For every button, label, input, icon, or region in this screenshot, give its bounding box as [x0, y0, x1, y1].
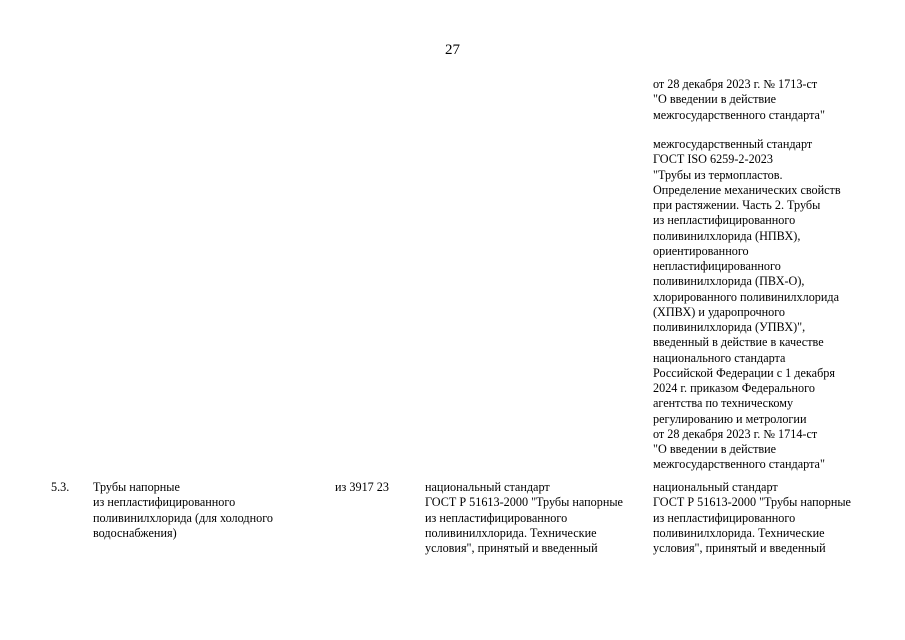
page-number: 27 [445, 42, 460, 58]
current-standard-cell: национальный стандарт ГОСТ Р 51613-2000 "Трубы напорные из непластифицированного поливинилхлорида. Технические условия", принятый и введенный [425, 480, 623, 555]
row-number: 5.3. [51, 480, 70, 494]
continuation-top-text: от 28 декабря 2023 г. № 1713-ст "О введении в действие межгосударственного стандарта" [653, 77, 825, 122]
continuation-standard-text: межгосударственный стандарт ГОСТ ISO 6259-2-2023 "Трубы из термопластов. Определение механических свойств при растяжении. Часть 2. Трубы из непластифицированного поливинилхлорида (НПВХ), ориентированного непластифицированного поливинилхлорида (ПВХ-О), хлорированного поливинилхлорида (ХПВХ) и ударопрочного поливинилхлорида (УПВХ)", введенный в действие в качестве национального стандарта Российской Федерации с 1 декабря 2024 г. приказом Федерального агентства по техническому регулированию и метрологии от 28 декабря 2023 г. № 1714-ст "О введении в действие межгосударственного стандарта" [653, 137, 841, 472]
tn-ved-code-cell: из 3917 23 [335, 480, 389, 494]
new-standard-cell: национальный стандарт ГОСТ Р 51613-2000 "Трубы напорные из непластифицированного поливинилхлорида. Технические условия", принятый и введенный [653, 480, 851, 555]
product-name-cell: Трубы напорные из непластифицированного поливинилхлорида (для холодного водоснабжения) [93, 480, 273, 540]
